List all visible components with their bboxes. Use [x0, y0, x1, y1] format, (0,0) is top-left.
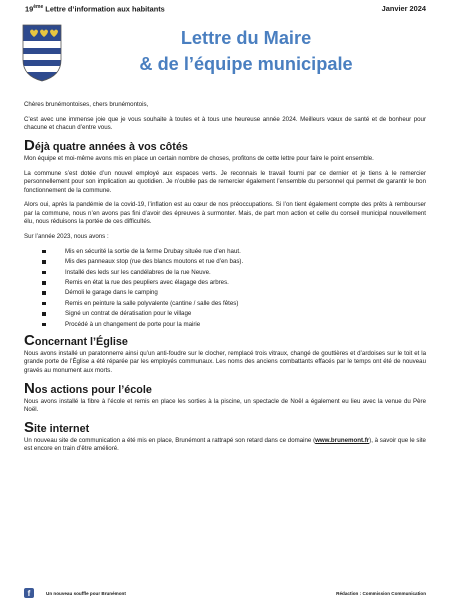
town-crest-logo [22, 22, 62, 82]
achievements-list [42, 248, 426, 328]
list-item: Signé un contrat de dératisation pour le village [42, 310, 426, 318]
issue-date: Janvier 2024 [381, 4, 426, 13]
list-item: Installé des leds sur les candélabres de la rue Neuve. [42, 269, 426, 277]
section-heading-church: Concernant l’Église [24, 332, 128, 350]
list-item: Mis des panneaux stop (rue des blancs moutons et rue d’en bas). [42, 258, 426, 266]
greeting: Chères brunémontoises, chers brunémontois, [24, 101, 149, 108]
title-line-2: & de l’équipe municipale [139, 54, 353, 74]
facebook-icon[interactable]: f [24, 588, 34, 598]
section-heading-website: Site internet [24, 418, 90, 436]
footer-credits: Rédaction : Commission Communication [336, 590, 426, 596]
section-heading-mandate: Déjà quatre années à vos côtés [24, 137, 188, 155]
title-line-1: Lettre du Maire [180, 28, 312, 48]
page-title [92, 25, 400, 77]
list-item: Remis en état la rue des peupliers avec élagage des arbres. [42, 279, 426, 287]
church-paragraph: Nous avons installé un paratonnerre ainsi qu’un anti-foudre sur le clocher, remplacé trois vitraux, changé de gouttières et d’ardoises sur le toit et la grande porte de l’Église a été réparée par les employés communaux. Les noms des anciens combattants effacés par le temps ont été de nouveau gravés au monument aux morts. [24, 350, 426, 374]
website-paragraph: Un nouveau site de communication a été mis en place, Brunémont a rattrapé son retard dans ce domaine (www.brunemont.fr), à savoir que le site est encore en train d’être amélioré. [24, 436, 426, 453]
mandate-paragraph-1: Mon équipe et moi-même avons mis en place un certain nombre de choses, profitons de cette lettre pour faire le point ensemble. [24, 155, 374, 163]
website-link[interactable]: www.brunemont.fr [315, 436, 370, 444]
intro-paragraph: C’est avec une immense joie que je vous souhaite à toutes et à tous une heureuse année 2024. Meilleurs vœux de santé et de bonheur pour chacune et chacun d’entre vous. [24, 115, 426, 132]
list-item: Remis en peinture la salle polyvalente (cantine / salle des fêtes) [42, 300, 426, 308]
mandate-paragraph-3: Alors oui, après la pandémie de la covid-19, l’inflation est au cœur de nos préoccupations. Si l’on tient également compte des prêts à rembourser par la commune, nous n’en avons pas fini d’avoir des épreuves à surmonter. Mais, de part mon action et celle du conseil municipal nouvellement élu, nous réduisons la portée de ces difficultés. [24, 201, 426, 226]
footer [24, 586, 426, 600]
letter-body [24, 101, 426, 460]
header-bar [25, 4, 426, 16]
issue-label: 19ème Lettre d’information aux habitants [25, 4, 165, 14]
list-item: Démoli le garage dans le camping [42, 289, 426, 297]
list-intro: Sur l’année 2023, nous avons : [24, 232, 109, 240]
section-heading-school: Nos actions pour l’école [24, 379, 152, 397]
list-item: Mis en sécurité la sortie de la ferme Drubay située rue d’en haut. [42, 248, 426, 256]
list-item: Procédé à un changement de porte pour la mairie [42, 321, 426, 329]
mandate-paragraph-2: La commune s’est dotée d’un nouvel employé aux espaces verts. Je reconnais le travail fourni par ce dernier et je tiens à le remercier personnellement pour son implication au quotidien. Je n’oublie pas de remercier également l’ensemble du personnel qui permet de garantir le bon fonctionnement de la commune. [24, 169, 426, 194]
school-paragraph: Nous avons installé la fibre à l’école et remis en place les sorties à la piscine, un spectacle de Noël a également eu lieu avec la venue du Père Noël. [24, 397, 426, 413]
footer-slogan: Un nouveau souffle pour Brunémont [46, 590, 126, 596]
